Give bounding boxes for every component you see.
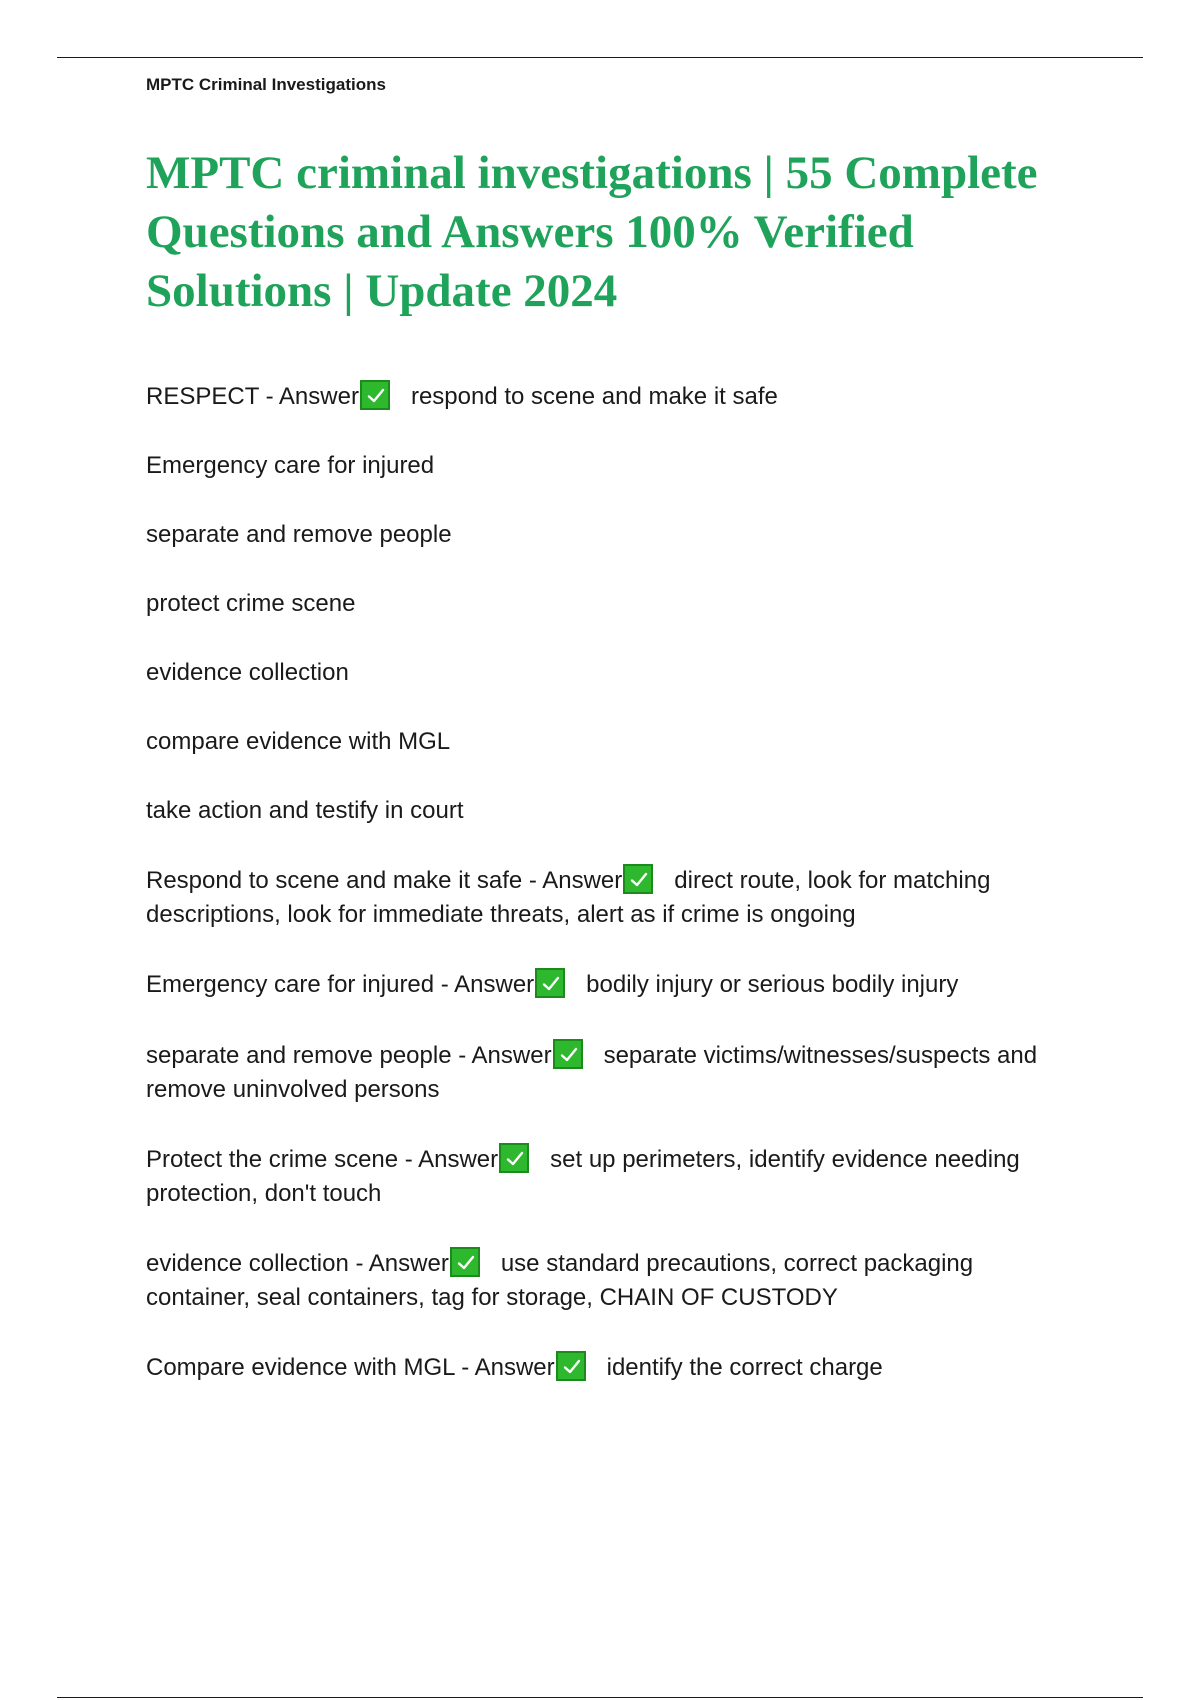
list-item: evidence collection [146,659,349,686]
bottom-rule [57,1697,1143,1698]
qa-answer: identify the correct charge [606,1354,883,1381]
qa-answer: respond to scene and make it safe [410,383,778,410]
document-body [146,380,1076,1385]
check-mark-icon [553,1039,583,1069]
qa-term: Compare evidence with MGL - Answer [146,1354,555,1381]
qa-respond [146,864,1076,932]
check-mark-icon [450,1247,480,1277]
qa-term: RESPECT - Answer [146,383,359,410]
qa-term: Emergency care for injured - Answer [146,971,535,998]
check-mark-icon [360,380,390,410]
qa-answer: bodily injury or serious bodily injury [586,971,959,998]
qa-answer: direct route, look for matching descriptions, look for immediate threats, alert as if crime is ongoing [146,867,991,928]
qa-term: evidence collection - Answer [146,1250,449,1277]
check-mark-icon [556,1351,586,1381]
check-mark-icon [535,968,565,998]
check-mark-icon [623,864,653,894]
qa-answer: use standard precautions, correct packaging container, seal containers, tag for storage, CHAIN OF CUSTODY [146,1250,974,1311]
running-header: MPTC Criminal Investigations [146,75,386,94]
qa-protect [146,1143,1076,1211]
qa-answer: separate victims/witnesses/suspects and remove uninvolved persons [146,1042,1038,1103]
list-item: compare evidence with MGL [146,728,451,755]
qa-separate [146,1039,1076,1107]
check-mark-icon [499,1143,529,1173]
top-rule [57,57,1143,58]
qa-answer: set up perimeters, identify evidence needing protection, don't touch [146,1146,1020,1207]
qa-respect [146,380,1076,414]
qa-term: Protect the crime scene - Answer [146,1146,499,1173]
list-item: separate and remove people [146,521,452,548]
list-item: Emergency care for injured [146,452,435,479]
qa-emergency [146,968,1076,1002]
qa-term: separate and remove people - Answer [146,1042,552,1069]
document-title: MPTC criminal investigations | 55 Complete Questions and Answers 100% Verified Solutions | Update 2024 [146,147,1038,317]
list-item: protect crime scene [146,590,356,617]
list-item: take action and testify in court [146,797,464,824]
qa-evidence [146,1247,1076,1315]
qa-term: Respond to scene and make it safe - Answer [146,867,623,894]
qa-compare [146,1351,1076,1385]
